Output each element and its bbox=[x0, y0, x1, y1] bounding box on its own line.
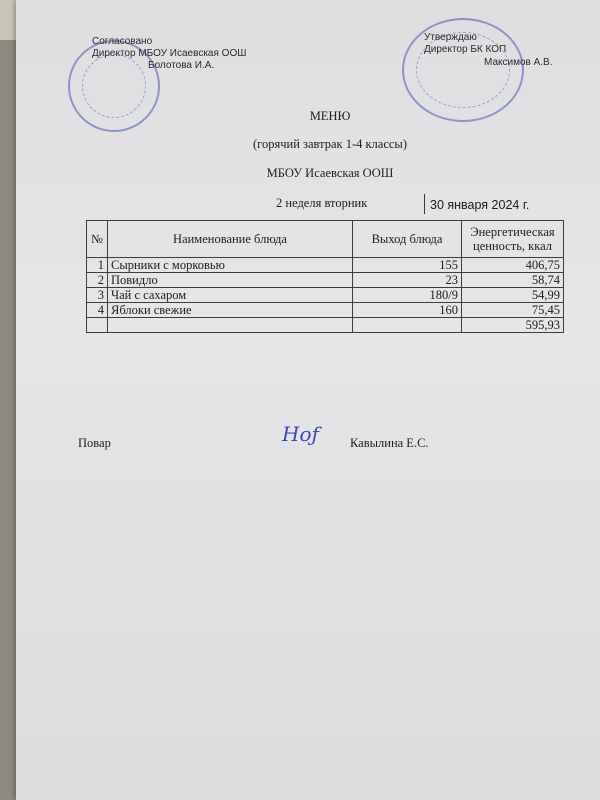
empty-cell bbox=[108, 318, 353, 333]
row-name: Сырники с морковью bbox=[108, 258, 353, 273]
approval-left-name: Болотова И.А. bbox=[148, 60, 215, 71]
row-energy: 75,45 bbox=[462, 303, 564, 318]
row-num: 1 bbox=[87, 258, 108, 273]
cook-role: Повар bbox=[78, 436, 111, 450]
table-row bbox=[87, 273, 564, 288]
week-day: 2 неделя вторник bbox=[276, 196, 368, 210]
row-energy: 54,99 bbox=[462, 288, 564, 303]
approval-right-position: Директор БК КОП bbox=[424, 44, 507, 55]
row-output: 160 bbox=[353, 303, 462, 318]
cook-name: Кавылина Е.С. bbox=[350, 436, 429, 450]
total-energy: 595,93 bbox=[462, 318, 564, 333]
page-subtitle: (горячий завтрак 1-4 классы) bbox=[252, 137, 407, 151]
row-num: 4 bbox=[87, 303, 108, 318]
row-name: Яблоки свежие bbox=[108, 303, 353, 318]
empty-cell bbox=[353, 318, 462, 333]
empty-cell bbox=[87, 318, 108, 333]
row-energy: 406,75 bbox=[462, 258, 564, 273]
table-total-row bbox=[87, 318, 564, 333]
table-header-row bbox=[87, 221, 564, 258]
cook-signature: Нoƒ bbox=[282, 422, 319, 446]
row-num: 2 bbox=[87, 273, 108, 288]
row-energy: 58,74 bbox=[462, 273, 564, 288]
row-name: Повидло bbox=[108, 273, 353, 288]
menu-date: 30 января 2024 г. bbox=[430, 198, 530, 212]
table-row bbox=[87, 303, 564, 318]
row-output: 23 bbox=[353, 273, 462, 288]
header-energy: Энергетическая ценность, ккал bbox=[462, 221, 564, 258]
header-num: № bbox=[87, 221, 108, 258]
header-name: Наименование блюда bbox=[108, 221, 353, 258]
approval-right-label: Утверждаю bbox=[424, 32, 477, 43]
row-output: 155 bbox=[353, 258, 462, 273]
table-row bbox=[87, 288, 564, 303]
row-num: 3 bbox=[87, 288, 108, 303]
page-title: МЕНЮ bbox=[309, 109, 351, 123]
school-name: МБОУ Исаевская ООШ bbox=[266, 166, 394, 180]
approval-left-position: Директор МБОУ Исаевская ООШ bbox=[92, 48, 247, 59]
approval-right-name: Максимов А.В. bbox=[484, 57, 553, 68]
row-output: 180/9 bbox=[353, 288, 462, 303]
row-name: Чай с сахаром bbox=[108, 288, 353, 303]
menu-table bbox=[86, 220, 564, 333]
approval-left-label: Согласовано bbox=[92, 36, 153, 47]
table-row bbox=[87, 258, 564, 273]
header-output: Выход блюда bbox=[353, 221, 462, 258]
